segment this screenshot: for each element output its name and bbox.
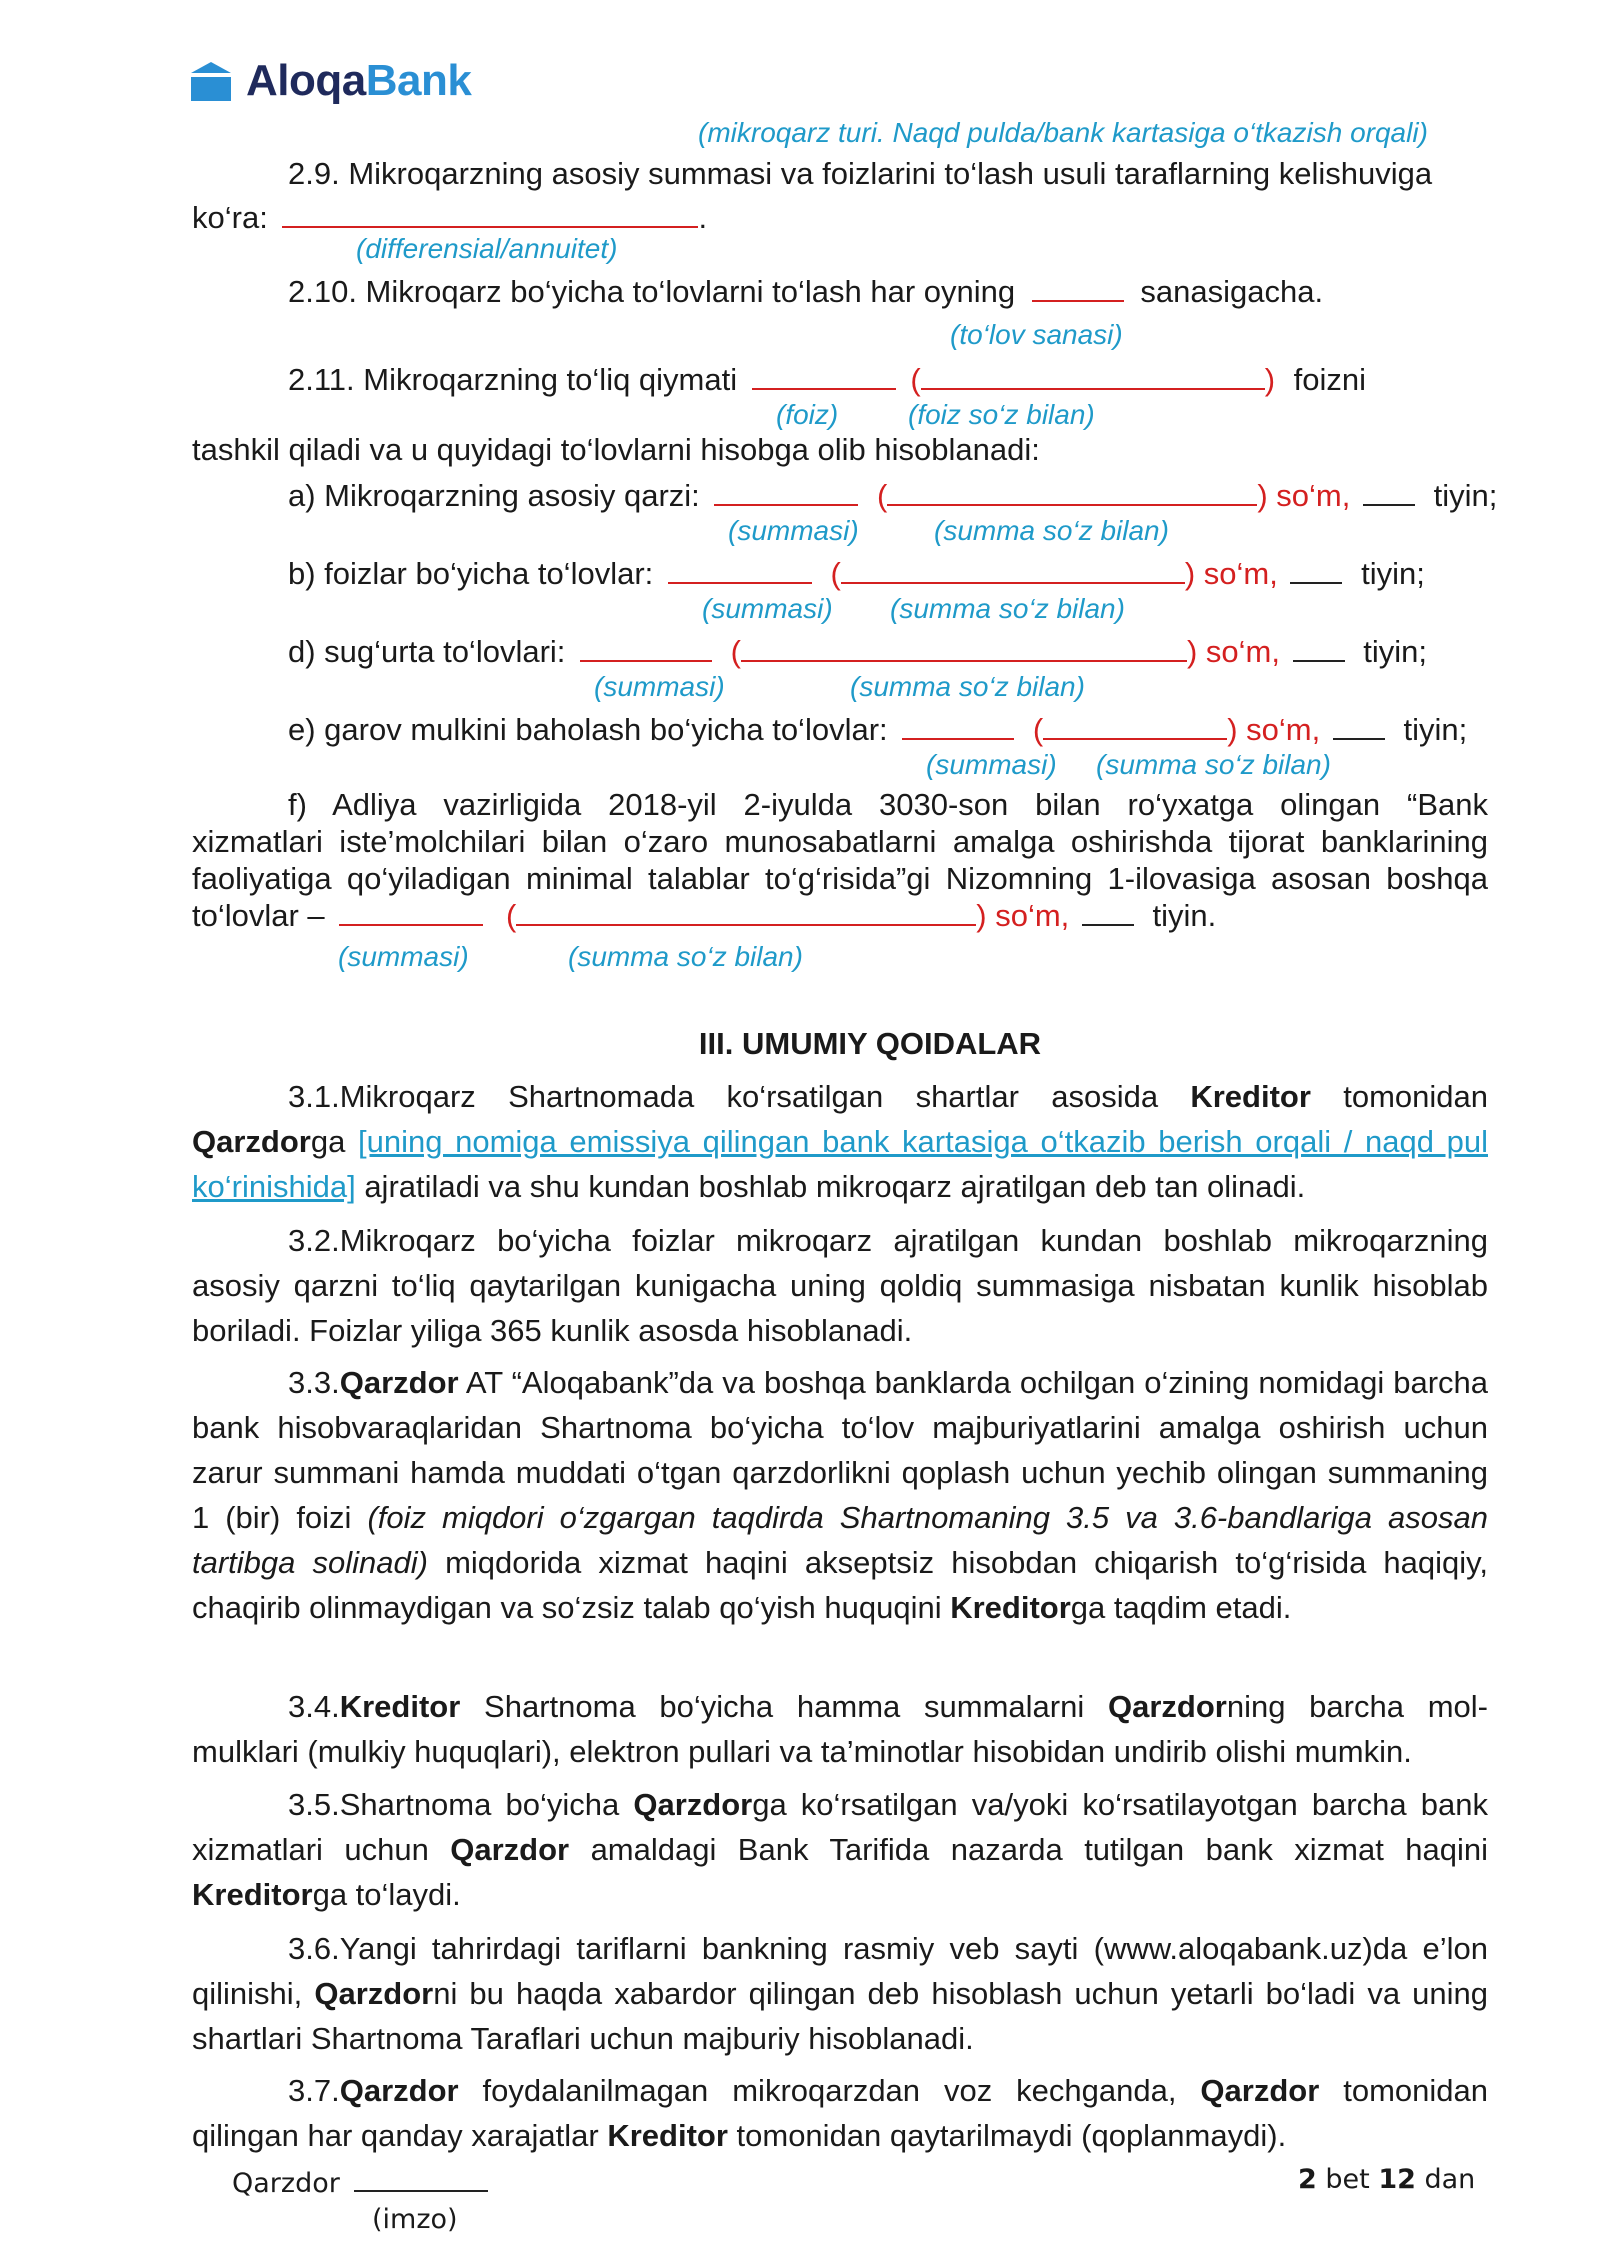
hint-sum-word-f: (summa so‘z bilan): [568, 941, 803, 972]
hint-sum-b: (summasi): [702, 593, 833, 624]
blank-insurance-words: [741, 634, 1187, 662]
blank-collateral-tiyin: [1333, 712, 1385, 740]
hint-sum-e: (summasi): [926, 749, 1057, 780]
hint-foiz: (foiz): [776, 399, 839, 430]
hint-payment-method: (differensial/annuitet): [356, 233, 618, 264]
item-b-interest: b) foizlar bo‘yicha to‘lovlar: ( ) so‘m, tiyin;: [288, 556, 1425, 591]
blank-other-sum: [339, 898, 483, 926]
blank-payment-day: [1032, 274, 1124, 302]
clause-3-2: 3.2.Mikroqarz bo‘yicha foizlar mikroqarz ajratilgan kundan boshlab mikroqarzning asosiy qarzni to‘liq qaytarilgan kunigacha uning qoldiq summasiga nisbatan kunlik hisoblab boriladi. Foizlar yiliga 365 kunlik asosda hisoblanadi.: [192, 1223, 1488, 1348]
clause-3-6: 3.6.Yangi tahrirdagi tariflarni bankning rasmiy veb sayti (www.aloqabank.uz)da e’lon qilinishi, Qarzdorni bu haqda xabardor qilingan deb hisoblash uchun yetarli bo‘ladi va uning shartlari Shartnoma Taraflari uchun majburiy hisoblanadi.: [192, 1931, 1488, 2056]
clause-2-11: 2.11. Mikroqarzning to‘liq qiymati ( ) foizni: [288, 362, 1367, 397]
blank-insurance-tiyin: [1293, 634, 1345, 662]
clause-2-9-line1: 2.9. Mikroqarzning asosiy summasi va foizlarini to‘lash usuli taraflarning kelishuviga: [288, 156, 1433, 191]
footer-signer: Qarzdor: [232, 2164, 488, 2199]
blank-interest-sum: [668, 556, 812, 584]
blank-full-cost-percent: [752, 362, 896, 390]
item-f-other: f) Adliya vazirligida 2018-yil 2-iyulda 3030-son bilan ro‘yxatga olingan “Bank xizmatlari iste’molchilari bilan o‘zaro munosabatlarni amalga oshirishda tijorat banklarining faoliyatiga qo‘yiladigan minimal talablar to‘g‘risida”gi Nizomning 1-ilovasiga asosan boshqa to‘lovlar – ( ) so‘m, tiyin.: [192, 787, 1488, 933]
item-d-insurance: d) sug‘urta to‘lovlari: ( ) so‘m, tiyin;: [288, 634, 1427, 669]
hint-sum-f: (summasi): [338, 941, 469, 972]
clause-3-5: 3.5.Shartnoma bo‘yicha Qarzdorga ko‘rsatilgan va/yoki ko‘rsatilayotgan barcha bank xizmatlari uchun Qarzdor amaldagi Bank Tarifida nazarda tutilgan bank xizmat haqini Kreditorga to‘laydi.: [192, 1787, 1489, 1912]
footer-sign-hint: (imzo): [372, 2204, 458, 2235]
blank-other-words: [516, 898, 976, 926]
blank-collateral-sum: [902, 712, 1014, 740]
hint-sum-word-a: (summa so‘z bilan): [934, 515, 1169, 546]
blank-collateral-words: [1043, 712, 1227, 740]
blank-principal-sum: [714, 478, 858, 506]
blank-insurance-sum: [580, 634, 712, 662]
blank-full-cost-percent-words: [921, 362, 1265, 390]
blank-other-tiyin: [1082, 898, 1134, 926]
hint-foiz-word: (foiz so‘z bilan): [908, 399, 1095, 430]
section-3-title: III. UMUMIY QOIDALAR: [698, 1026, 1042, 1061]
bank-building-icon: [190, 60, 232, 104]
blank-payment-method: [282, 200, 698, 228]
blank-interest-words: [841, 556, 1185, 584]
hint-loan-type: (mikroqarz turi. Naqd pulda/bank kartasiga o‘tkazish orqali): [698, 117, 1428, 148]
clause-3-3: 3.3.Qarzdor AT “Aloqabank”da va boshqa banklarda ochilgan o‘zining nomidagi barcha bank hisobvaraqlaridan Shartnoma bo‘yicha to‘lov majburiyatlarini amalga oshirish uchun zarur summani hamda muddati o‘tgan qarzdorlikni qoplash uchun yechib olingan summaning 1 (bir) foizi (foiz miqdori o‘zgargan taqdirda Shartnomaning 3.5 va 3.6-bandlariga asosan tartibga solinadi) miqdorida xizmat haqini akseptsiz hisobdan chiqarish to‘g‘risida haqiqiy, chaqirib olinmaydigan va so‘zsiz talab qo‘yish huquqini Kreditorga taqdim etadi.: [192, 1365, 1488, 1625]
hint-sum-word-d: (summa so‘z bilan): [850, 671, 1085, 702]
clause-2-9-line2: ko‘ra: .: [192, 200, 708, 235]
blank-principal-tiyin: [1363, 478, 1415, 506]
hint-sum-d: (summasi): [594, 671, 725, 702]
blank-interest-tiyin: [1290, 556, 1342, 584]
item-e-collateral: e) garov mulkini baholash bo‘yicha to‘lovlar: ( ) so‘m, tiyin;: [288, 712, 1468, 747]
brand-name-aloqa: Aloqa: [246, 56, 366, 105]
brand-name-bank: Bank: [365, 56, 472, 105]
clause-3-4: 3.4.Kreditor Shartnoma bo‘yicha hamma summalarni Qarzdorning barcha mol-mulklari (mulkiy huquqlari), elektron pullari va ta’minotlar hisobidan undirib olishi mumkin.: [192, 1689, 1488, 1769]
footer-page-number: 2 bet 12 dan: [1298, 2164, 1476, 2195]
signature-line: [354, 2164, 488, 2192]
hint-sum-word-b: (summa so‘z bilan): [890, 593, 1125, 624]
hint-sum-a: (summasi): [728, 515, 859, 546]
card-or-cash-link[interactable]: [uning nomiga emissiya qilingan bank kartasiga o‘tkazib berish orqali / naqd pul ko‘rinishida]: [192, 1124, 1488, 1204]
hint-payment-date: (to‘lov sanasi): [950, 319, 1123, 350]
clause-3-7: 3.7.Qarzdor foydalanilmagan mikroqarzdan voz kechganda, Qarzdor tomonidan qilingan har qanday xarajatlar Kreditor tomonidan qaytarilmaydi (qoplanmaydi).: [192, 2073, 1488, 2153]
blank-principal-words: [887, 478, 1257, 506]
hint-sum-word-e: (summa so‘z bilan): [1096, 749, 1331, 780]
clause-2-11-continuation: tashkil qiladi va u quyidagi to‘lovlarni hisobga olib hisoblanadi:: [192, 432, 1040, 467]
clause-3-1: 3.1.Mikroqarz Shartnomada ko‘rsatilgan shartlar asosida Kreditor tomonidan Qarzdorga [uning nomiga emissiya qilingan bank kartasiga o‘tkazib berish orqali / naqd pul ko‘rinishida] ajratiladi va shu kundan boshlab mikroqarz ajratilgan deb tan olinadi.: [192, 1079, 1488, 1204]
clause-2-10: 2.10. Mikroqarz bo‘yicha to‘lovlarni to‘lash har oyning sanasigacha.: [288, 274, 1324, 309]
item-a-principal: a) Mikroqarzning asosiy qarzi: ( ) so‘m, tiyin;: [288, 478, 1498, 513]
